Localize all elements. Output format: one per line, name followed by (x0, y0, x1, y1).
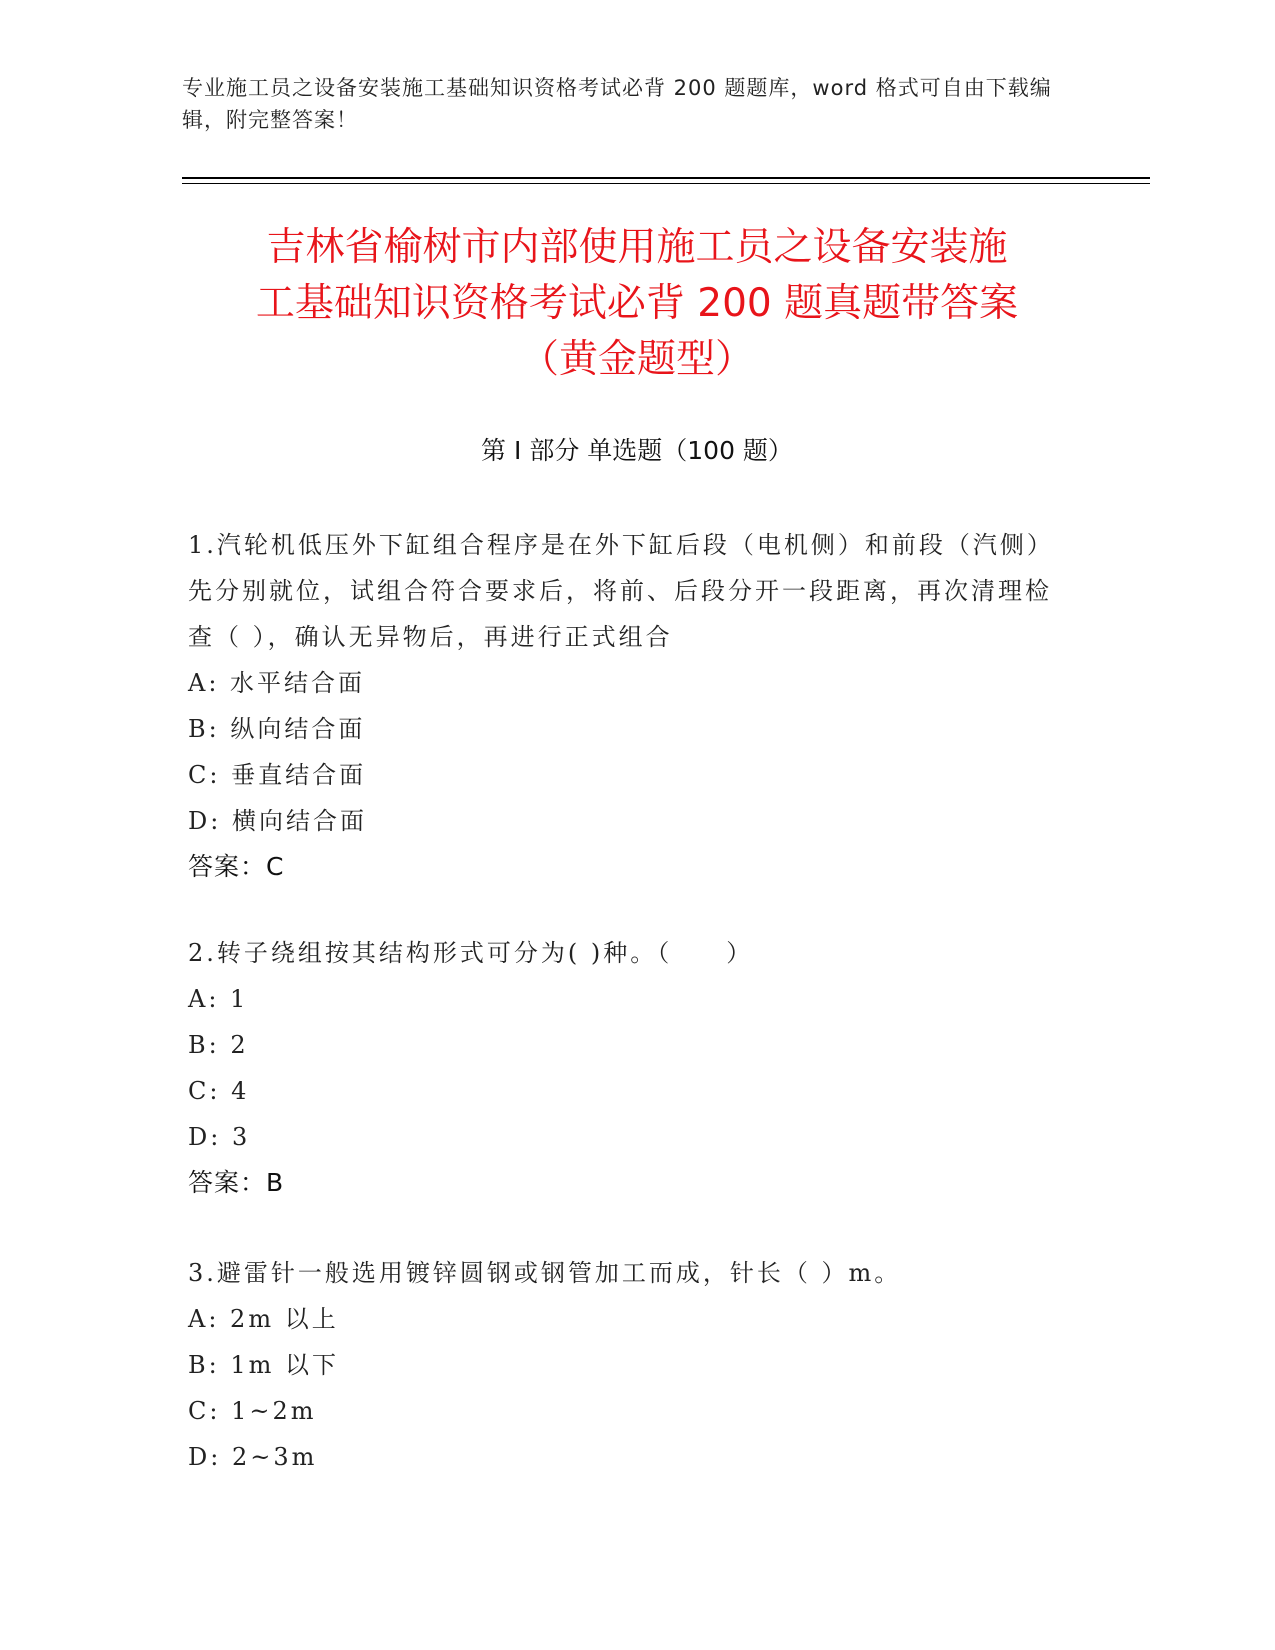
header-note: 专业施工员之设备安装施工基础知识资格考试必背 200 题题库，word 格式可自由下载编辑，附完整答案！ (182, 76, 1052, 132)
document-title (182, 220, 1092, 388)
question-stem: 1.汽轮机低压外下缸组合程序是在外下缸后段（电机侧）和前段（汽侧）先分别就位，试组合符合要求后，将前、后段分开一段距离，再次清理检查（ ），确认无异物后，再进行正式组合 (188, 531, 1054, 651)
header-divider-thin (182, 183, 1150, 184)
option-c: C: 4 (188, 1077, 250, 1105)
document-title-line-1: 吉林省榆树市内部使用施工员之设备安装施 (266, 225, 1008, 270)
option-c: C: 垂直结合面 (188, 761, 367, 789)
document-title-line-2: 工基础知识资格考试必背 200 题真题带答案 (255, 281, 1019, 326)
question-2 (188, 930, 1068, 1206)
header-divider-thick (182, 177, 1150, 179)
answer: 答案：B (188, 1168, 285, 1197)
option-a: A: 水平结合面 (188, 669, 366, 697)
option-d: D: 横向结合面 (188, 807, 367, 835)
option-d: D: 2~3m (188, 1443, 318, 1471)
question-stem: 3.避雷针一般选用镀锌圆钢或钢管加工而成，针长（ ）m。 (188, 1259, 902, 1287)
document-title-line-3: （黄金题型） (519, 337, 754, 382)
question-1 (188, 522, 1068, 890)
option-b: B: 1m 以下 (188, 1351, 340, 1379)
option-b: B: 纵向结合面 (188, 715, 366, 743)
option-a: A: 1 (188, 985, 249, 1013)
answer: 答案：C (188, 852, 285, 881)
option-d: D: 3 (188, 1123, 251, 1151)
question-stem: 2.转子绕组按其结构形式可分为( )种。（ ） (188, 939, 754, 967)
option-a: A: 2m 以上 (188, 1305, 339, 1333)
option-b: B: 2 (188, 1031, 249, 1059)
option-c: C: 1~2m (188, 1397, 317, 1425)
section-title: 第 I 部分 单选题（100 题） (481, 436, 793, 465)
question-3 (188, 1250, 1068, 1480)
